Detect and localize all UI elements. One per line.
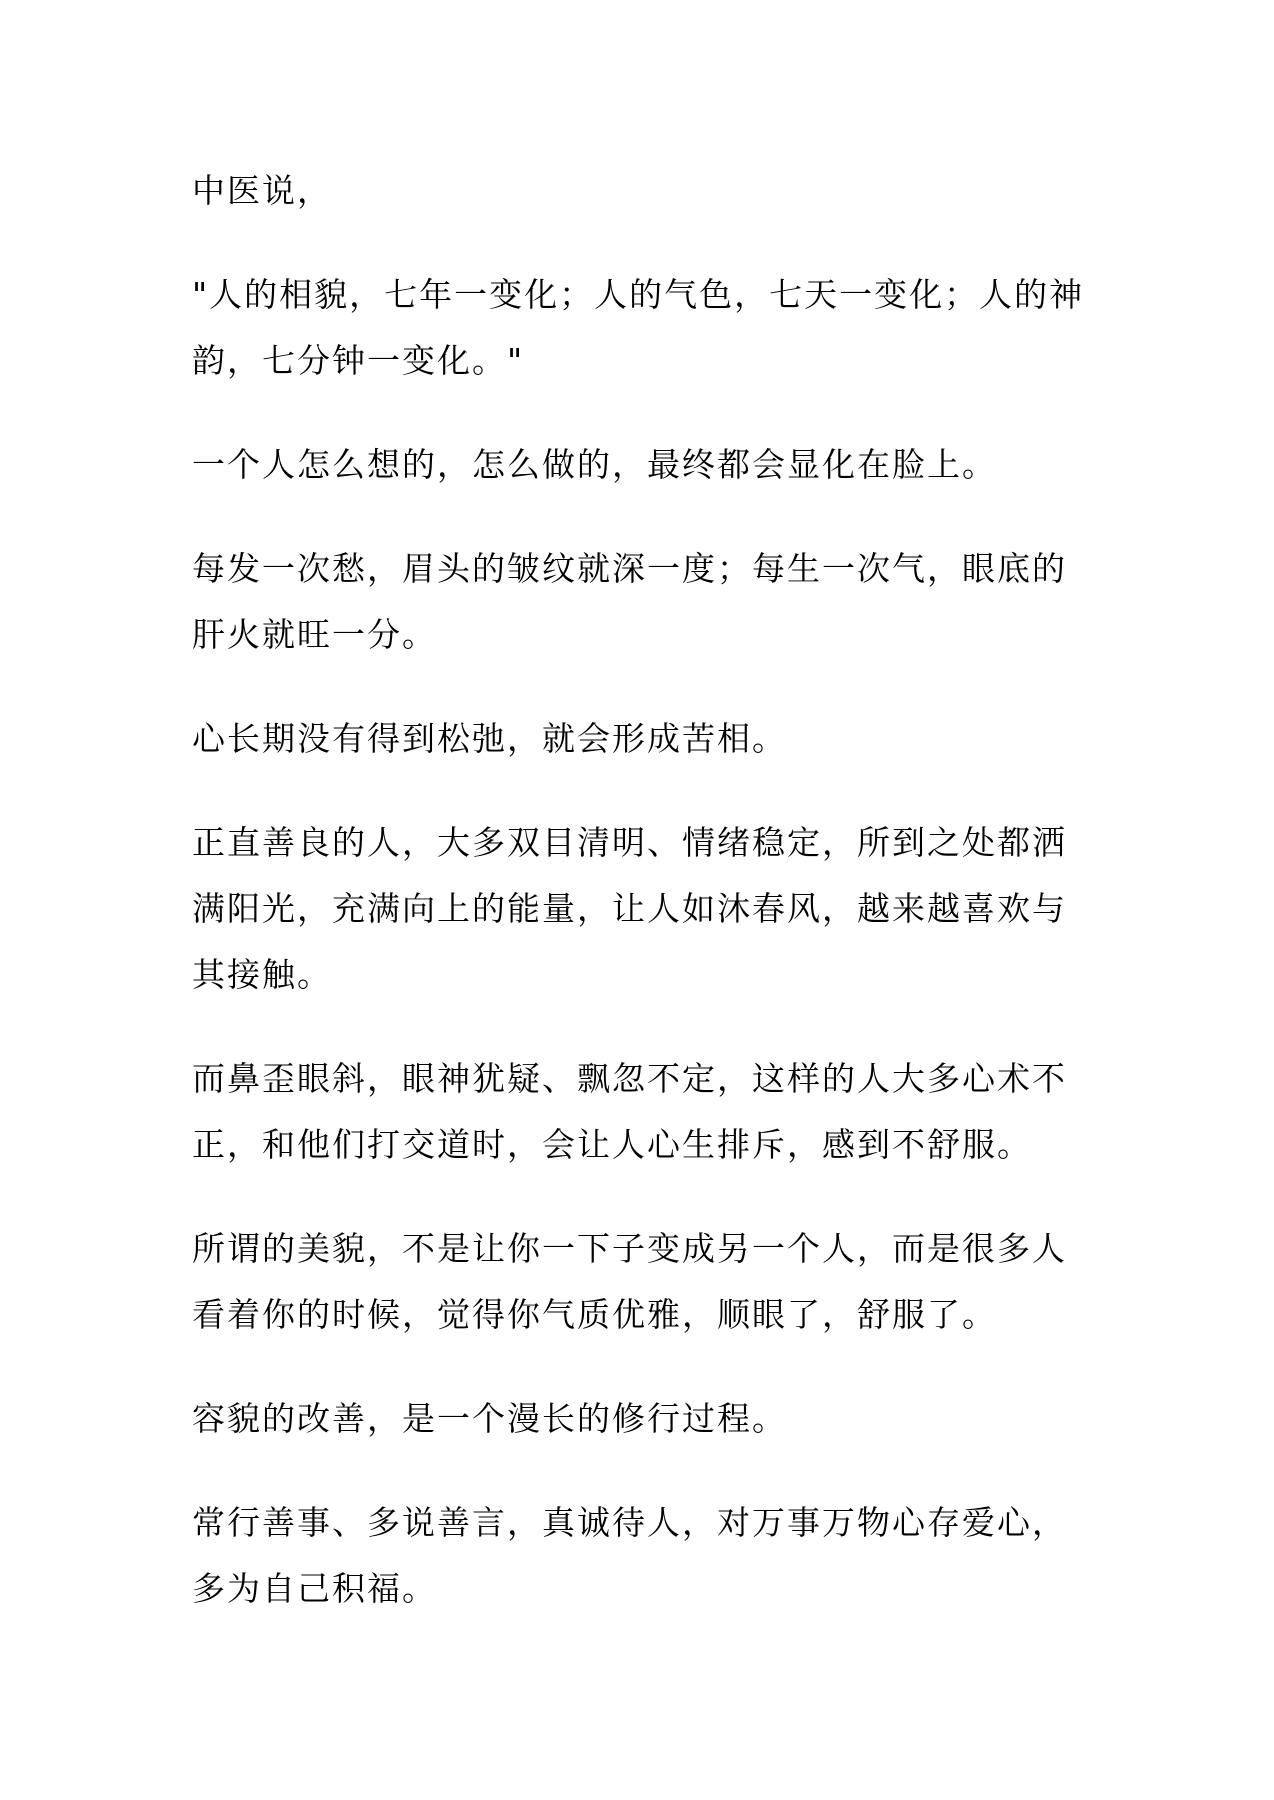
paragraph: 而鼻歪眼斜，眼神犹疑、飘忽不定，这样的人大多心术不正，和他们打交道时，会让人心生排斥，感到不舒服。 xyxy=(192,1059,1067,1164)
paragraph: 常行善事、多说善言，真诚待人，对万事万物心存爱心，多为自己积福。 xyxy=(192,1503,1067,1608)
paragraph: 每发一次愁，眉头的皱纹就深一度；每生一次气，眼底的肝火就旺一分。 xyxy=(192,549,1067,654)
paragraph: "人的相貌，七年一变化；人的气色，七天一变化；人的神韵，七分钟一变化。" xyxy=(192,275,1085,380)
paragraph: 所谓的美貌，不是让你一下子变成另一个人，而是很多人看着你的时候，觉得你气质优雅，顺眼了，舒服了。 xyxy=(192,1229,1067,1334)
paragraph: 容貌的改善，是一个漫长的修行过程。 xyxy=(192,1399,787,1438)
paragraph: 中医说， xyxy=(192,171,332,210)
paragraph: 心长期没有得到松弛，就会形成苦相。 xyxy=(192,719,787,758)
paragraph: 一个人怎么想的，怎么做的，最终都会显化在脸上。 xyxy=(192,445,997,484)
document-body xyxy=(192,158,1092,1660)
paragraph: 正直善良的人，大多双目清明、情绪稳定，所到之处都洒满阳光，充满向上的能量，让人如沐春风，越来越喜欢与其接触。 xyxy=(192,823,1067,994)
